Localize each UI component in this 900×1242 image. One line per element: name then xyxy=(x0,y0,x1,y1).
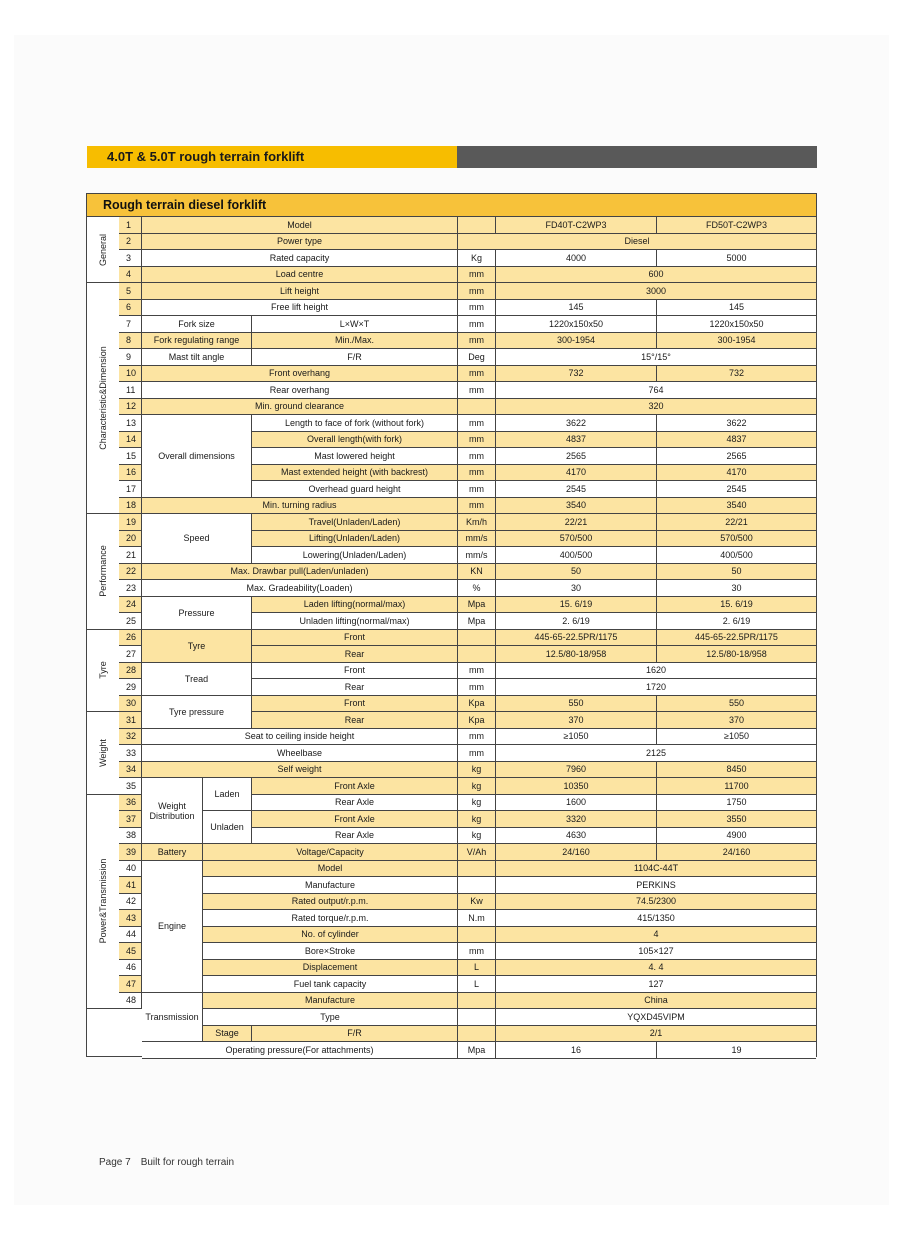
table-cell: Laden lifting(normal/max) xyxy=(252,597,458,614)
table-cell: FD50T-C2WP3 xyxy=(657,217,816,234)
row-number: 48 xyxy=(119,993,142,1010)
table-cell: 2545 xyxy=(657,481,816,498)
table-cell: 3550 xyxy=(657,811,816,828)
table-cell: 2125 xyxy=(496,745,816,762)
table-cell: 15°/15° xyxy=(496,349,816,366)
table-cell: 1104C-44T xyxy=(496,861,816,878)
row-number: 7 xyxy=(119,316,142,333)
table-cell: 15. 6/19 xyxy=(496,597,657,614)
banner-dark-bar xyxy=(457,146,817,168)
row-number: 33 xyxy=(119,745,142,762)
table-cell: Unladen lifting(normal/max) xyxy=(252,613,458,630)
table-cell: Rear xyxy=(252,712,458,729)
table-cell: Stage xyxy=(203,1026,252,1043)
table-cell: Overall dimensions xyxy=(142,415,252,498)
table-cell: mm xyxy=(458,333,496,350)
row-number: 36 xyxy=(119,795,142,812)
table-cell: N.m xyxy=(458,910,496,927)
table-cell: Wheelbase xyxy=(142,745,458,762)
table-cell: 4170 xyxy=(657,465,816,482)
table-cell: 127 xyxy=(496,976,816,993)
page-number: Page 7 xyxy=(99,1157,131,1168)
table-cell: Free lift height xyxy=(142,300,458,317)
row-number: 43 xyxy=(119,910,142,927)
table-cell: L xyxy=(458,960,496,977)
table-cell: mm xyxy=(458,465,496,482)
table-cell: F/R xyxy=(252,1026,458,1043)
table-cell: 1620 xyxy=(496,663,816,680)
table-cell: L xyxy=(458,976,496,993)
table-cell: Operating pressure(For attachments) xyxy=(142,1042,458,1059)
table-cell: mm xyxy=(458,481,496,498)
table-cell: Mast tilt angle xyxy=(142,349,252,366)
section-label xyxy=(87,217,119,283)
table-cell: % xyxy=(458,580,496,597)
footer-text: Built for rough terrain xyxy=(140,1157,235,1168)
table-cell: Speed xyxy=(142,514,252,564)
table-cell: Diesel xyxy=(458,234,816,251)
table-cell: China xyxy=(496,993,816,1010)
table-cell: 4837 xyxy=(657,432,816,449)
row-number: 27 xyxy=(119,646,142,663)
row-number: 31 xyxy=(119,712,142,729)
table-cell: 320 xyxy=(496,399,816,416)
row-number: 28 xyxy=(119,663,142,680)
table-cell: 370 xyxy=(496,712,657,729)
table-cell: mm xyxy=(458,448,496,465)
row-number: 22 xyxy=(119,564,142,581)
row-number: 45 xyxy=(119,943,142,960)
table-cell: mm/s xyxy=(458,531,496,548)
table-cell: 50 xyxy=(496,564,657,581)
row-number: 24 xyxy=(119,597,142,614)
table-cell: 7960 xyxy=(496,762,657,779)
table-cell: Rated torque/r.p.m. xyxy=(203,910,458,927)
table-cell xyxy=(458,646,496,663)
table-cell: 764 xyxy=(496,382,816,399)
table-cell: kg xyxy=(458,762,496,779)
table-cell: 24/160 xyxy=(496,844,657,861)
row-number: 5 xyxy=(119,283,142,300)
table-cell: 4 xyxy=(496,927,816,944)
table-cell: mm/s xyxy=(458,547,496,564)
row-number: 44 xyxy=(119,927,142,944)
table-cell: Tyre pressure xyxy=(142,696,252,729)
row-number: 14 xyxy=(119,432,142,449)
table-cell: 415/1350 xyxy=(496,910,816,927)
table-cell: 145 xyxy=(657,300,816,317)
table-cell xyxy=(458,630,496,647)
table-cell: 570/500 xyxy=(496,531,657,548)
table-cell: 1220x150x50 xyxy=(496,316,657,333)
table-cell: mm xyxy=(458,415,496,432)
table-cell: Fork size xyxy=(142,316,252,333)
table-cell: 600 xyxy=(496,267,816,284)
row-number: 23 xyxy=(119,580,142,597)
table-cell xyxy=(458,861,496,878)
table-cell: mm xyxy=(458,745,496,762)
section-label-text: Characteristic&Dimension xyxy=(98,346,108,450)
table-cell: kg xyxy=(458,811,496,828)
table-cell: Overhead guard height xyxy=(252,481,458,498)
table-cell xyxy=(458,1026,496,1043)
table-cell: 300-1954 xyxy=(657,333,816,350)
table-cell: KN xyxy=(458,564,496,581)
page-title: 4.0T & 5.0T rough terrain forklift xyxy=(107,149,305,164)
table-cell: Tread xyxy=(142,663,252,696)
table-cell: 2. 6/19 xyxy=(657,613,816,630)
table-cell: Front xyxy=(252,696,458,713)
row-number: 15 xyxy=(119,448,142,465)
row-number: 4 xyxy=(119,267,142,284)
table-cell: Overall length(with fork) xyxy=(252,432,458,449)
spec-table-title: Rough terrain diesel forklift xyxy=(103,198,267,212)
table-cell: mm xyxy=(458,366,496,383)
table-cell: Max. Drawbar pull(Laden/unladen) xyxy=(142,564,458,581)
table-cell: Fuel tank capacity xyxy=(203,976,458,993)
row-number: 26 xyxy=(119,630,142,647)
table-cell: 550 xyxy=(657,696,816,713)
table-cell: 2. 6/19 xyxy=(496,613,657,630)
table-cell: Min. turning radius xyxy=(142,498,458,515)
page-footer xyxy=(99,1157,234,1168)
table-cell: mm xyxy=(458,382,496,399)
spec-table xyxy=(86,193,817,1057)
table-cell: L×W×T xyxy=(252,316,458,333)
section-label xyxy=(87,630,119,713)
table-cell: Front overhang xyxy=(142,366,458,383)
table-cell: 445-65-22.5PR/1175 xyxy=(496,630,657,647)
table-cell: 74.5/2300 xyxy=(496,894,816,911)
row-number: 41 xyxy=(119,877,142,894)
table-cell: No. of cylinder xyxy=(203,927,458,944)
table-cell: Type xyxy=(203,1009,458,1026)
table-cell: FD40T-C2WP3 xyxy=(496,217,657,234)
table-cell: Rear Axle xyxy=(252,828,458,845)
table-cell: 4. 4 xyxy=(496,960,816,977)
table-cell: kg xyxy=(458,795,496,812)
row-number: 20 xyxy=(119,531,142,548)
table-cell: Front xyxy=(252,630,458,647)
row-number: 29 xyxy=(119,679,142,696)
table-cell: Mpa xyxy=(458,597,496,614)
table-cell: Front Axle xyxy=(252,811,458,828)
table-cell xyxy=(458,993,496,1010)
table-cell: 400/500 xyxy=(657,547,816,564)
section-label-text: Tyre xyxy=(98,661,108,680)
table-cell: Lifting(Unladen/Laden) xyxy=(252,531,458,548)
table-cell: ≥1050 xyxy=(496,729,657,746)
table-cell: 4900 xyxy=(657,828,816,845)
table-cell: 145 xyxy=(496,300,657,317)
table-cell: 10350 xyxy=(496,778,657,795)
table-cell: ≥1050 xyxy=(657,729,816,746)
row-number: 39 xyxy=(119,844,142,861)
row-number: 19 xyxy=(119,514,142,531)
row-number: 10 xyxy=(119,366,142,383)
table-cell: 3320 xyxy=(496,811,657,828)
table-cell: 400/500 xyxy=(496,547,657,564)
table-cell: 22/21 xyxy=(657,514,816,531)
table-cell: Kg xyxy=(458,250,496,267)
table-cell: Km/h xyxy=(458,514,496,531)
table-cell: Min./Max. xyxy=(252,333,458,350)
table-cell: 3622 xyxy=(657,415,816,432)
table-cell: Rear xyxy=(252,679,458,696)
table-cell: Weight Distribution xyxy=(142,778,203,844)
table-cell: 1720 xyxy=(496,679,816,696)
section-label xyxy=(87,712,119,795)
table-cell: 732 xyxy=(657,366,816,383)
table-cell: 1750 xyxy=(657,795,816,812)
table-cell: Mast extended height (with backrest) xyxy=(252,465,458,482)
table-cell: Travel(Unladen/Laden) xyxy=(252,514,458,531)
table-cell: Kpa xyxy=(458,712,496,729)
table-cell: Rear xyxy=(252,646,458,663)
table-cell: 15. 6/19 xyxy=(657,597,816,614)
row-number: 16 xyxy=(119,465,142,482)
table-cell xyxy=(458,399,496,416)
table-cell xyxy=(458,877,496,894)
table-cell: mm xyxy=(458,267,496,284)
table-cell: Fork regulating range xyxy=(142,333,252,350)
table-cell: 3622 xyxy=(496,415,657,432)
table-cell: 3000 xyxy=(496,283,816,300)
table-cell: Engine xyxy=(142,861,203,993)
row-number: 40 xyxy=(119,861,142,878)
table-cell: Kpa xyxy=(458,696,496,713)
table-cell xyxy=(458,217,496,234)
table-cell: Tyre xyxy=(142,630,252,663)
table-cell: 24/160 xyxy=(657,844,816,861)
table-cell: Rear Axle xyxy=(252,795,458,812)
row-number: 2 xyxy=(119,234,142,251)
table-cell: Voltage/Capacity xyxy=(203,844,458,861)
spec-table-header xyxy=(87,194,816,217)
table-cell: kg xyxy=(458,828,496,845)
table-cell: Pressure xyxy=(142,597,252,630)
table-cell: 5000 xyxy=(657,250,816,267)
table-cell: mm xyxy=(458,729,496,746)
table-cell: YQXD45VIPM xyxy=(496,1009,816,1026)
row-number: 25 xyxy=(119,613,142,630)
table-cell: 50 xyxy=(657,564,816,581)
row-number: 30 xyxy=(119,696,142,713)
table-cell: 22/21 xyxy=(496,514,657,531)
table-cell: Power type xyxy=(142,234,458,251)
table-cell xyxy=(458,1009,496,1026)
table-cell: mm xyxy=(458,679,496,696)
table-cell: 570/500 xyxy=(657,531,816,548)
table-cell: Battery xyxy=(142,844,203,861)
row-number: 47 xyxy=(119,976,142,993)
row-number: 17 xyxy=(119,481,142,498)
table-cell: 3540 xyxy=(657,498,816,515)
table-cell: Displacement xyxy=(203,960,458,977)
table-cell: mm xyxy=(458,498,496,515)
table-cell: 11700 xyxy=(657,778,816,795)
table-cell: 30 xyxy=(496,580,657,597)
table-cell: Model xyxy=(203,861,458,878)
table-cell: Rated capacity xyxy=(142,250,458,267)
table-cell: 4837 xyxy=(496,432,657,449)
row-number: 8 xyxy=(119,333,142,350)
table-cell: 12.5/80-18/958 xyxy=(657,646,816,663)
table-cell: Laden xyxy=(203,778,252,811)
section-label-text: Weight xyxy=(98,738,108,767)
table-cell: mm xyxy=(458,432,496,449)
table-cell: Self weight xyxy=(142,762,458,779)
table-cell: 16 xyxy=(496,1042,657,1059)
table-cell: Rear overhang xyxy=(142,382,458,399)
table-cell: Front xyxy=(252,663,458,680)
table-cell: F/R xyxy=(252,349,458,366)
row-number: 32 xyxy=(119,729,142,746)
table-cell: V/Ah xyxy=(458,844,496,861)
table-cell: 1600 xyxy=(496,795,657,812)
table-cell: Kw xyxy=(458,894,496,911)
table-cell: 12.5/80-18/958 xyxy=(496,646,657,663)
row-number: 38 xyxy=(119,828,142,845)
table-cell: mm xyxy=(458,300,496,317)
table-cell: Deg xyxy=(458,349,496,366)
table-cell xyxy=(458,927,496,944)
table-cell: Length to face of fork (without fork) xyxy=(252,415,458,432)
table-cell: mm xyxy=(458,943,496,960)
table-cell: Manufacture xyxy=(203,993,458,1010)
table-cell: kg xyxy=(458,778,496,795)
table-cell: mm xyxy=(458,316,496,333)
row-number: 13 xyxy=(119,415,142,432)
table-cell: Model xyxy=(142,217,458,234)
table-cell: Lift height xyxy=(142,283,458,300)
table-cell: 2545 xyxy=(496,481,657,498)
table-cell: Front Axle xyxy=(252,778,458,795)
table-cell: 4000 xyxy=(496,250,657,267)
table-cell: 370 xyxy=(657,712,816,729)
section-label-text: Performance xyxy=(98,545,108,598)
table-cell: 4170 xyxy=(496,465,657,482)
row-number: 12 xyxy=(119,399,142,416)
title-banner xyxy=(87,146,817,168)
table-cell: Max. Gradeability(Loaden) xyxy=(142,580,458,597)
table-cell: 300-1954 xyxy=(496,333,657,350)
row-number: 6 xyxy=(119,300,142,317)
table-cell: Unladen xyxy=(203,811,252,844)
table-cell: 445-65-22.5PR/1175 xyxy=(657,630,816,647)
row-number: 11 xyxy=(119,382,142,399)
section-label-text: Power&Transmission xyxy=(98,858,108,944)
table-cell: mm xyxy=(458,663,496,680)
row-number: 46 xyxy=(119,960,142,977)
row-number: 35 xyxy=(119,778,142,795)
row-number: 21 xyxy=(119,547,142,564)
table-cell: Load centre xyxy=(142,267,458,284)
table-cell: 8450 xyxy=(657,762,816,779)
row-number: 37 xyxy=(119,811,142,828)
row-number: 18 xyxy=(119,498,142,515)
row-number: 1 xyxy=(119,217,142,234)
table-cell: 732 xyxy=(496,366,657,383)
table-cell: Mpa xyxy=(458,613,496,630)
table-cell: 105×127 xyxy=(496,943,816,960)
table-cell: Min. ground clearance xyxy=(142,399,458,416)
section-label-text: General xyxy=(98,233,108,266)
table-cell: 4630 xyxy=(496,828,657,845)
table-cell: Manufacture xyxy=(203,877,458,894)
table-cell: Mpa xyxy=(458,1042,496,1059)
table-cell: Bore×Stroke xyxy=(203,943,458,960)
table-cell: Lowering(Unladen/Laden) xyxy=(252,547,458,564)
row-number: 3 xyxy=(119,250,142,267)
section-label xyxy=(87,283,119,514)
table-cell: PERKINS xyxy=(496,877,816,894)
section-label xyxy=(87,514,119,630)
section-label xyxy=(87,795,119,1010)
table-cell: 19 xyxy=(657,1042,816,1059)
table-cell: Transmission xyxy=(142,993,203,1043)
table-cell: mm xyxy=(458,283,496,300)
table-cell: 3540 xyxy=(496,498,657,515)
table-cell: 30 xyxy=(657,580,816,597)
row-number: 42 xyxy=(119,894,142,911)
table-cell: 2565 xyxy=(496,448,657,465)
table-cell: Rated output/r.p.m. xyxy=(203,894,458,911)
table-cell: 2565 xyxy=(657,448,816,465)
table-cell: 550 xyxy=(496,696,657,713)
table-cell: Mast lowered height xyxy=(252,448,458,465)
table-cell: 1220x150x50 xyxy=(657,316,816,333)
row-number: 9 xyxy=(119,349,142,366)
table-cell: 2/1 xyxy=(496,1026,816,1043)
table-cell: Seat to ceiling inside height xyxy=(142,729,458,746)
row-number: 34 xyxy=(119,762,142,779)
